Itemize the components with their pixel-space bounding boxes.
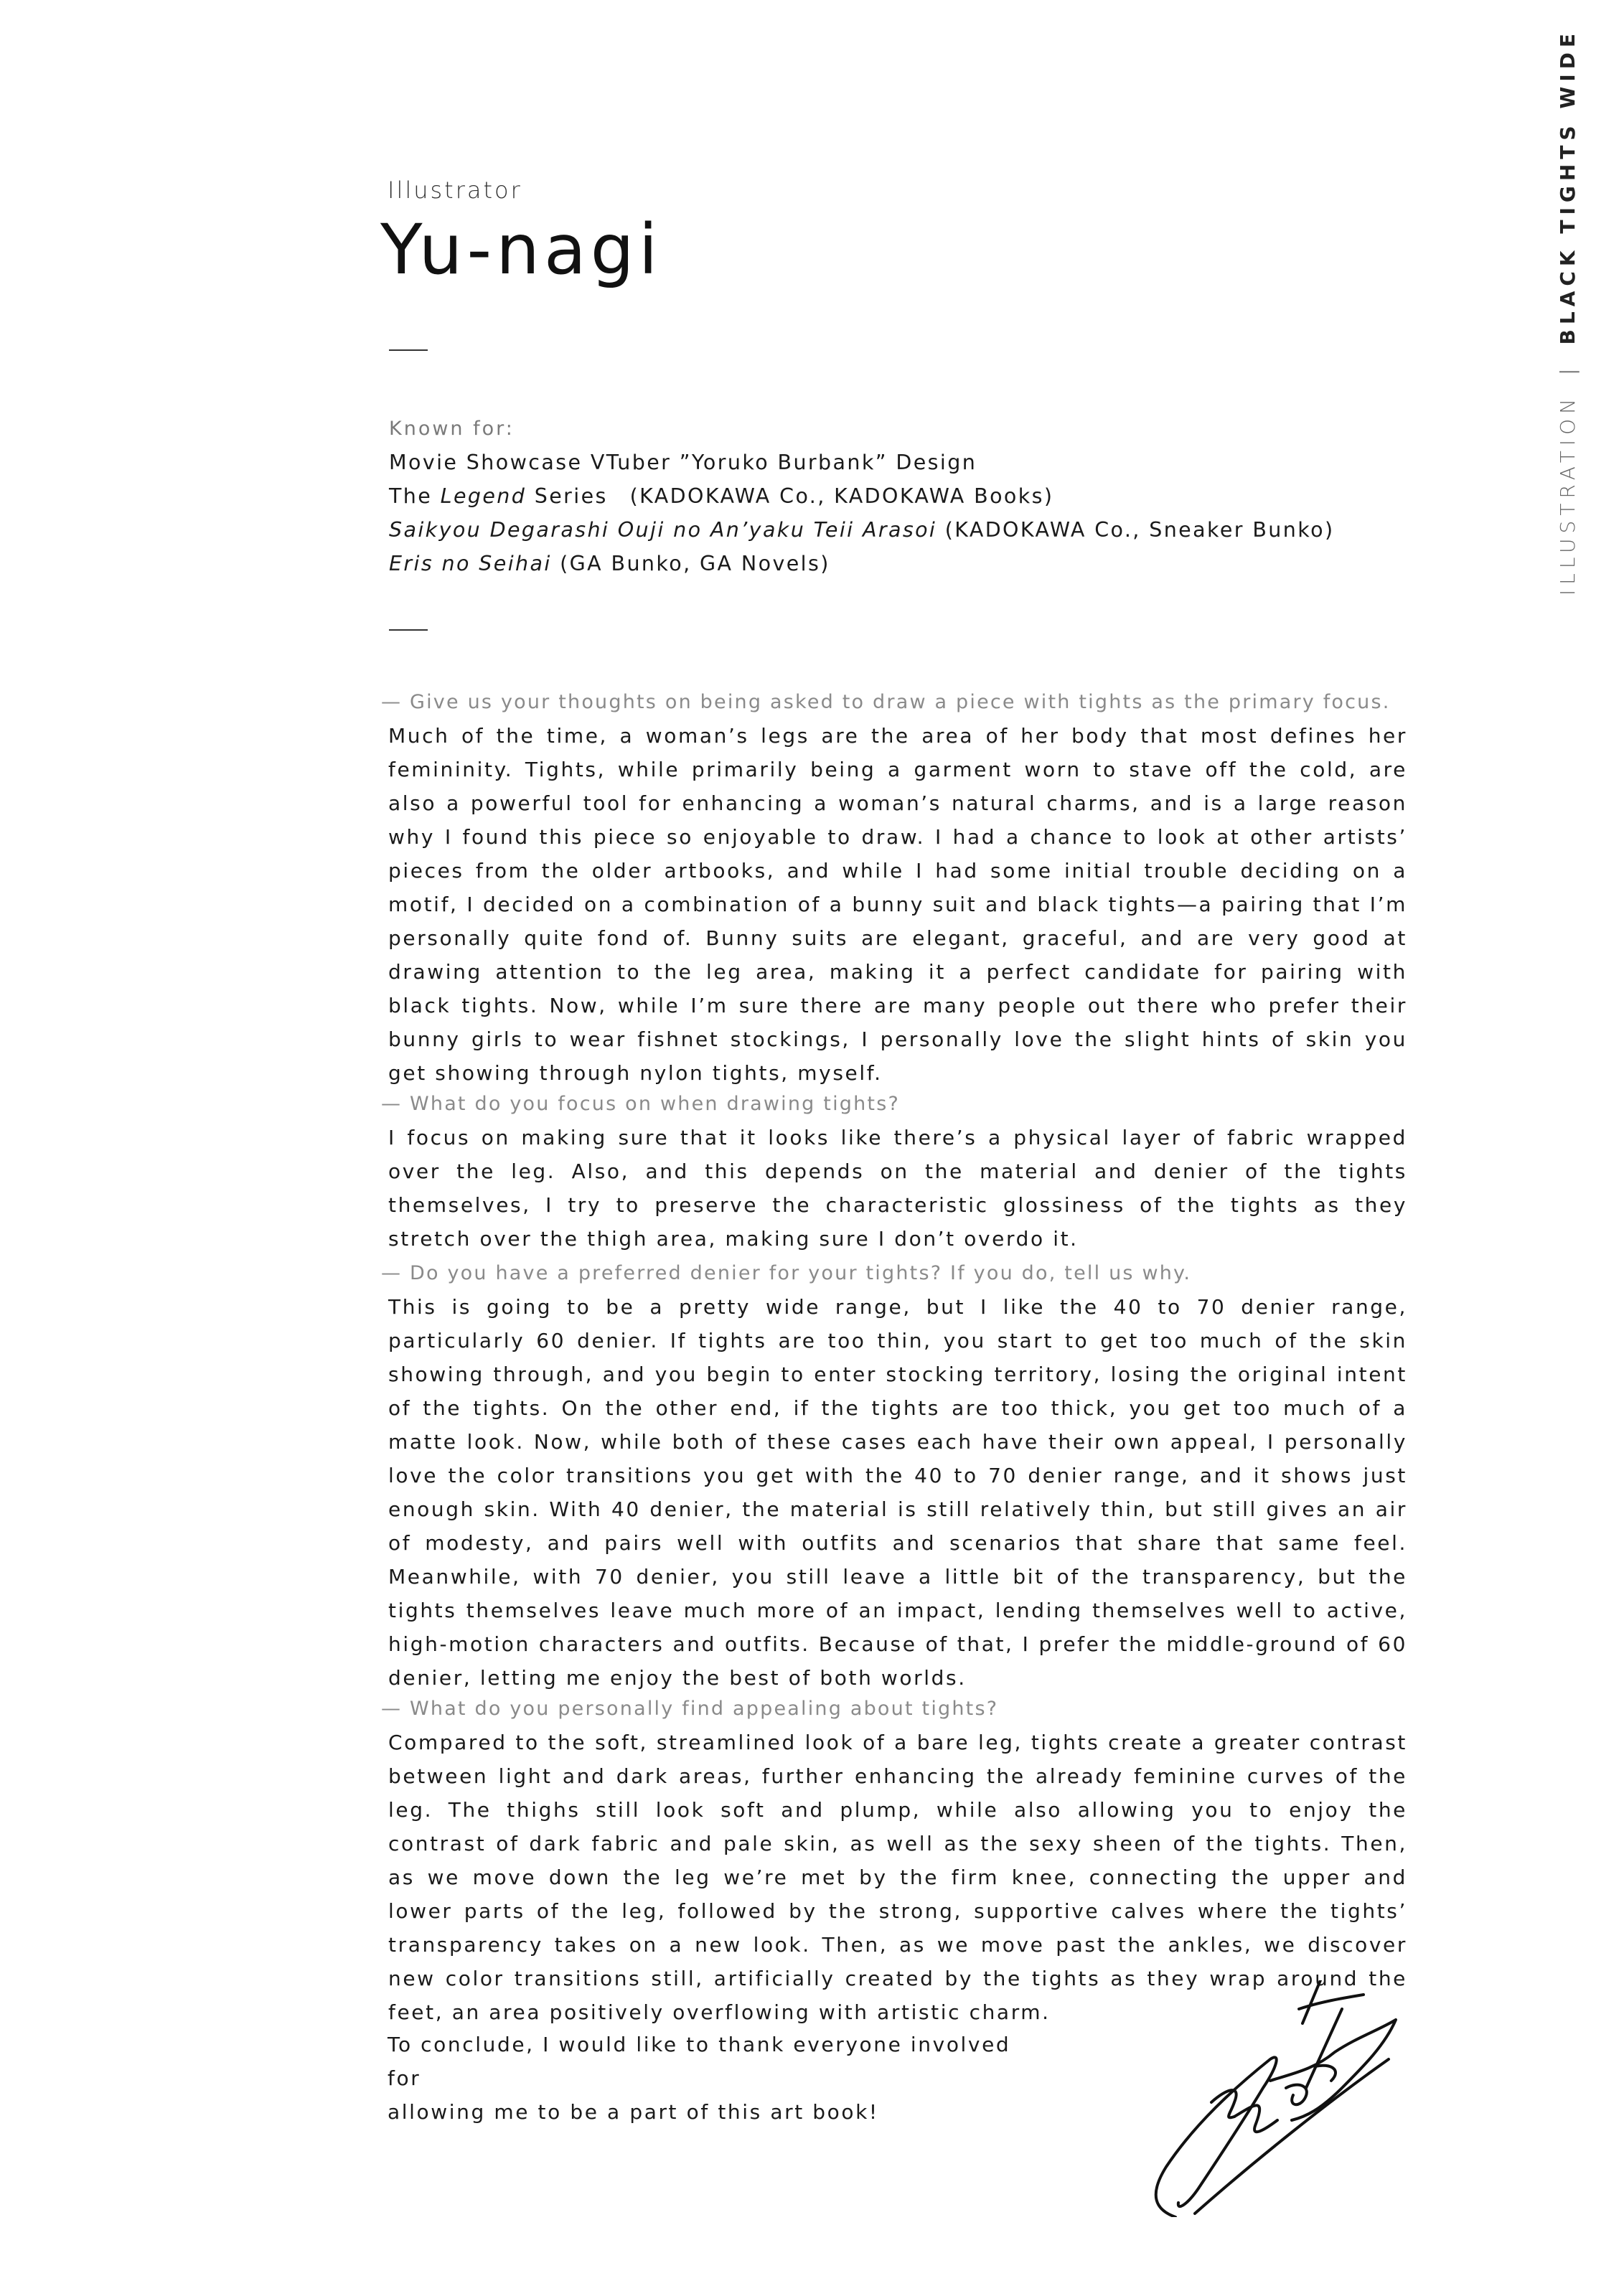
role-label: Illustrator xyxy=(388,177,522,204)
signature-image xyxy=(1127,1980,1399,2217)
known-for-section xyxy=(389,413,1422,580)
work-prefix: The xyxy=(389,484,441,508)
work-publisher: (GA Bunko, GA Novels) xyxy=(551,552,830,575)
work-publisher: Series (KADOKAWA Co., KADOKAWA Books) xyxy=(526,484,1054,508)
interview-block xyxy=(381,1088,1407,1256)
work-title-italic: Saikyou Degarashi Ouji no An’yaku Teii Arasoi xyxy=(389,518,937,542)
separator: | xyxy=(1556,363,1580,375)
known-for-label: Known for: xyxy=(389,418,515,440)
closing-line: To conclude, I would like to thank everyone involved for xyxy=(388,2033,1011,2090)
interview-block xyxy=(381,1257,1407,1695)
interview-block xyxy=(381,686,1407,1090)
artist-name: Yu-nagi xyxy=(380,210,662,290)
divider xyxy=(389,349,428,351)
closing-line: allowing me to be a part of this art book! xyxy=(388,2100,879,2124)
interview-block xyxy=(381,1693,1407,2029)
interview-question: — What do you personally find appealing about tights? xyxy=(381,1698,999,1720)
work-publisher: (KADOKAWA Co., Sneaker Bunko) xyxy=(937,518,1335,542)
work-title-italic: Legend xyxy=(440,484,527,508)
known-for-item xyxy=(389,479,1422,513)
book-title: BLACK TIGHTS WIDE xyxy=(1556,29,1580,345)
section-label: ILLUSTRATION xyxy=(1556,393,1580,596)
closing-remarks xyxy=(388,2028,1033,2129)
interview-answer: I focus on making sure that it looks like there’s a physical layer of fabric wrapped over the leg. Also, and this depends on the material and denier of the tights themselves, I try to preserve the characteristic glossiness of the tights as they stretch over the thigh area, making sure I don’t overdo it. xyxy=(388,1126,1407,1251)
divider xyxy=(389,629,428,631)
known-for-item xyxy=(389,547,1422,580)
work-title: Movie Showcase VTuber ”Yoruko Burbank” Design xyxy=(389,451,977,474)
interview-question: — What do you focus on when drawing tights? xyxy=(381,1093,901,1115)
known-for-item xyxy=(389,446,1422,479)
interview-answer: This is going to be a pretty wide range, but I like the 40 to 70 denier range, particularly 60 denier. If tights are too thin, you start to get too much of the skin showing through, and you begin to enter stocking territory, losing the original intent of the tights. On the other end, if the tights are too thick, you get too much of a matte look. Now, while both of these cases each have their own appeal, I personally love the color transitions you get with the 40 to 70 denier range, and it shows just enough skin. With 40 denier, the material is still relatively thin, but still gives an air of modesty, and pairs well with outfits and scenarios that share that same feel. Meanwhile, with 70 denier, you still leave a little bit of the transparency, but the tights themselves leave much more of an impact, lending themselves well to active, high-motion characters and outfits. Because of that, I prefer the middle-ground of 60 denier, letting me enjoy the best of both worlds. xyxy=(388,1295,1407,1690)
interview-answer: Much of the time, a woman’s legs are the area of her body that most defines her femininity. Tights, while primarily being a garment worn to stave off the cold, are also a powerful tool for enhancing a woman’s natural charms, and is a large reason why I found this piece so enjoyable to draw. I had a chance to look at other artists’ pieces from the older artbooks, and while I had some initial trouble deciding on a motif, I decided on a combination of a bunny suit and black tights—a pairing that I’m personally quite fond of. Bunny suits are elegant, graceful, and are very good at drawing attention to the leg area, making it a perfect candidate for pairing with black tights. Now, while I’m sure there are many people out there who prefer their bunny girls to wear fishnet stockings, I personally love the slight hints of skin you get showing through nylon tights, myself. xyxy=(388,724,1407,1085)
interview-question: — Do you have a preferred denier for your tights? If you do, tell us why. xyxy=(381,1262,1192,1284)
interview-question: — Give us your thoughts on being asked to draw a piece with tights as the primary focus. xyxy=(381,691,1391,713)
side-running-head xyxy=(1554,29,1582,596)
known-for-item xyxy=(389,513,1422,547)
work-title-italic: Eris no Seihai xyxy=(389,552,552,575)
interview-answer: Compared to the soft, streamlined look of a bare leg, tights create a greater contrast between light and dark areas, further enhancing the already feminine curves of the leg. The thighs still look soft and plump, while also allowing you to enjoy the contrast of dark fabric and pale skin, as well as the sexy sheen of the tights. Then, as we move down the leg we’re met by the firm knee, connecting the upper and lower parts of the leg, followed by the strong, supportive calves where the tights’ transparency takes on a new look. Then, as we move past the ankles, we discover new color transitions still, artificially created by the tights as they wrap around the feet, an area positively overflowing with artistic charm. xyxy=(388,1731,1407,2024)
